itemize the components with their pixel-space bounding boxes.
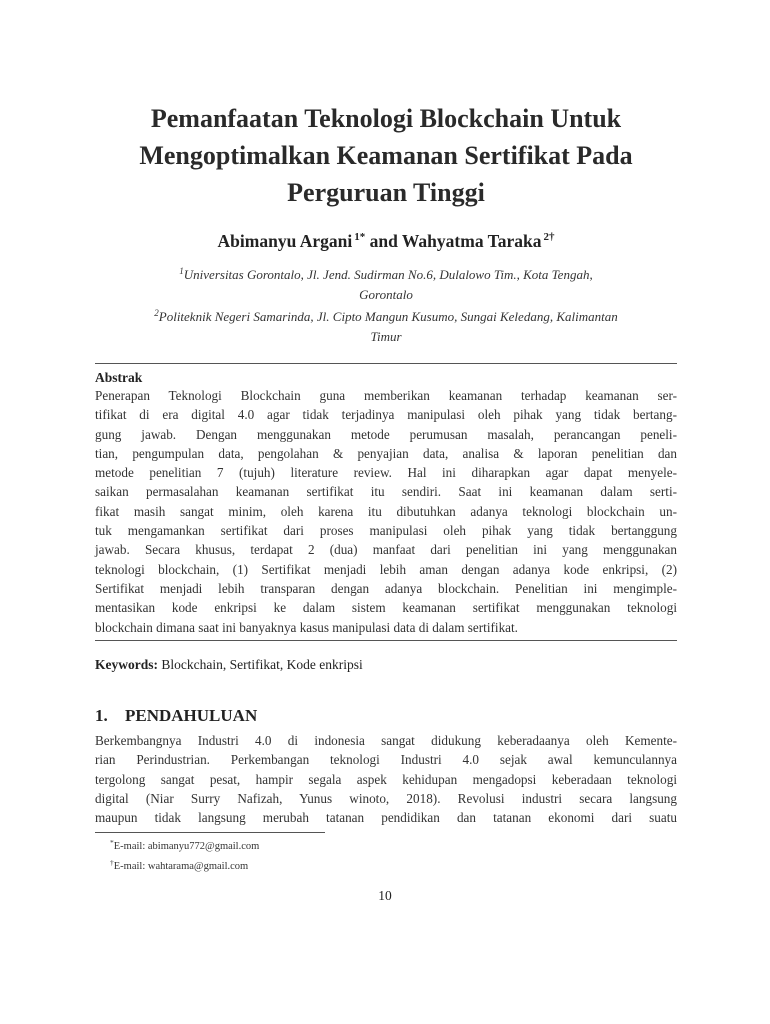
paper-title bbox=[95, 100, 677, 211]
affiliation-text: Politeknik Negeri Samarinda, Jl. Cipto Mangun Kusumo, Sungai Keledang, Kalimantan bbox=[158, 309, 618, 324]
title-line: Mengoptimalkan Keamanan Sertifikat Pada bbox=[139, 141, 633, 170]
affiliation-text: Universitas Gorontalo, Jl. Jend. Sudirman No.6, Dulalowo Tim., Kota Tengah, bbox=[183, 267, 593, 282]
abstract-line: teknologi blockchain, (1) Sertifikat menjadi lebih aman dengan adanya kode enkripsi, (2) bbox=[95, 561, 677, 577]
author-conjunction: and bbox=[369, 231, 398, 251]
title-line: Pemanfaatan Teknologi Blockchain Untuk bbox=[150, 104, 622, 133]
footnote bbox=[110, 855, 259, 875]
affiliation-line bbox=[85, 304, 687, 327]
abstract-heading: Abstrak bbox=[95, 370, 143, 385]
affiliation-line: Timur bbox=[370, 328, 402, 344]
abstract-top-rule bbox=[95, 363, 677, 364]
affiliation-line bbox=[85, 262, 687, 285]
abstract-line: tuk mengamankan sertifikat dari proses manipulasi oleh pihak yang tidak bertanggung bbox=[95, 523, 677, 539]
abstract-body bbox=[95, 386, 677, 637]
abstract-line: Sertifikat menjadi lebih transparan dengan adanya blockchain. Penelitian ini mengimple- bbox=[95, 580, 677, 596]
abstract-line: jawab. Secara khusus, terdapat 2 (dua) manfaat dari penelitian ini yang menggunakan bbox=[95, 542, 677, 558]
footnotes bbox=[110, 835, 259, 874]
affiliations bbox=[85, 262, 687, 346]
footnote-rule bbox=[95, 832, 325, 833]
author-list bbox=[95, 225, 677, 253]
page-number: 10 bbox=[378, 888, 392, 903]
keywords-label: Keywords: bbox=[95, 657, 158, 672]
abstract-line: tifikat di era digital 4.0 agar tidak terjadinya manipulasi oleh pihak yang tidak bertang- bbox=[95, 407, 677, 423]
abstract-line: metode penelitian 7 (tujuh) literature review. Hal ini diharapkan agar dapat menyele- bbox=[95, 465, 677, 481]
section-title: PENDAHULUAN bbox=[125, 706, 258, 725]
affiliation-mark: 1 bbox=[179, 266, 184, 276]
footnote-mark: † bbox=[110, 857, 114, 867]
abstract-line: saikan permasalahan keamanan sertifikat itu sendiri. Saat ini keamanan dalam serti- bbox=[95, 484, 677, 500]
section-number: 1. bbox=[95, 706, 108, 725]
abstract-bottom-rule bbox=[95, 640, 677, 641]
keywords-value: Blockchain, Sertifikat, Kode enkripsi bbox=[161, 657, 363, 672]
abstract-line: tian, pengumpulan data, pengolahan & penyajian data, analisa & laporan penelitian dan bbox=[95, 445, 677, 461]
abstract-line: fikat masih sangat minim, oleh karena itu dibutuhkan adanya teknologi blockchain un- bbox=[95, 503, 677, 519]
author-name: Wahyatma Taraka bbox=[401, 231, 542, 251]
abstract-line: blockchain dimana saat ini banyaknya kasus manipulasi data di dalam sertifikat. bbox=[95, 619, 518, 635]
abstract-line: gung jawab. Dengan menggunakan metode perumusan masalah, perancangan peneli- bbox=[95, 426, 677, 442]
footnote bbox=[110, 835, 259, 855]
section-line: rian Perindustrian. Perkembangan teknologi Industri 4.0 sejak awal kemunculannya bbox=[95, 752, 677, 768]
affiliation-line: Gorontalo bbox=[359, 286, 413, 302]
abstract-line: Penerapan Teknologi Blockchain guna memberikan keamanan terhadap keamanan ser- bbox=[95, 388, 677, 403]
keywords bbox=[95, 657, 363, 673]
author-mark: 1* bbox=[354, 231, 366, 243]
abstract-line: mentasikan kode enkripsi ke dalam sistem keamanan sertifikat menggunakan teknologi bbox=[95, 600, 677, 616]
footnote-text: E-mail: abimanyu772@gmail.com bbox=[113, 841, 260, 852]
section-line: maupun tidak langsung merubah tatanan pendidikan dan tatanan ekonomi dari suatu bbox=[95, 810, 677, 826]
footnote-mark: * bbox=[110, 838, 114, 847]
title-line: Perguruan Tinggi bbox=[287, 178, 485, 207]
footnote-text: E-mail: wahtarama@gmail.com bbox=[113, 860, 249, 872]
section-heading bbox=[95, 706, 257, 726]
affiliation-mark: 2 bbox=[154, 308, 159, 318]
section-line: Berkembangnya Industri 4.0 di indonesia sangat didukung keberadaanya oleh Kemente- bbox=[95, 733, 677, 748]
section-line: digital (Niar Surry Nafizah, Yunus winoto, 2018). Revolusi industri secara langsung bbox=[95, 790, 677, 806]
author-mark: 2† bbox=[543, 231, 555, 243]
section-line: tergolong sangat pesat, hampir segala aspek kehidupan mengadopsi keberadaan teknologi bbox=[95, 771, 677, 787]
section-body bbox=[95, 731, 677, 827]
author-name: Abimanyu Argani bbox=[217, 231, 353, 251]
